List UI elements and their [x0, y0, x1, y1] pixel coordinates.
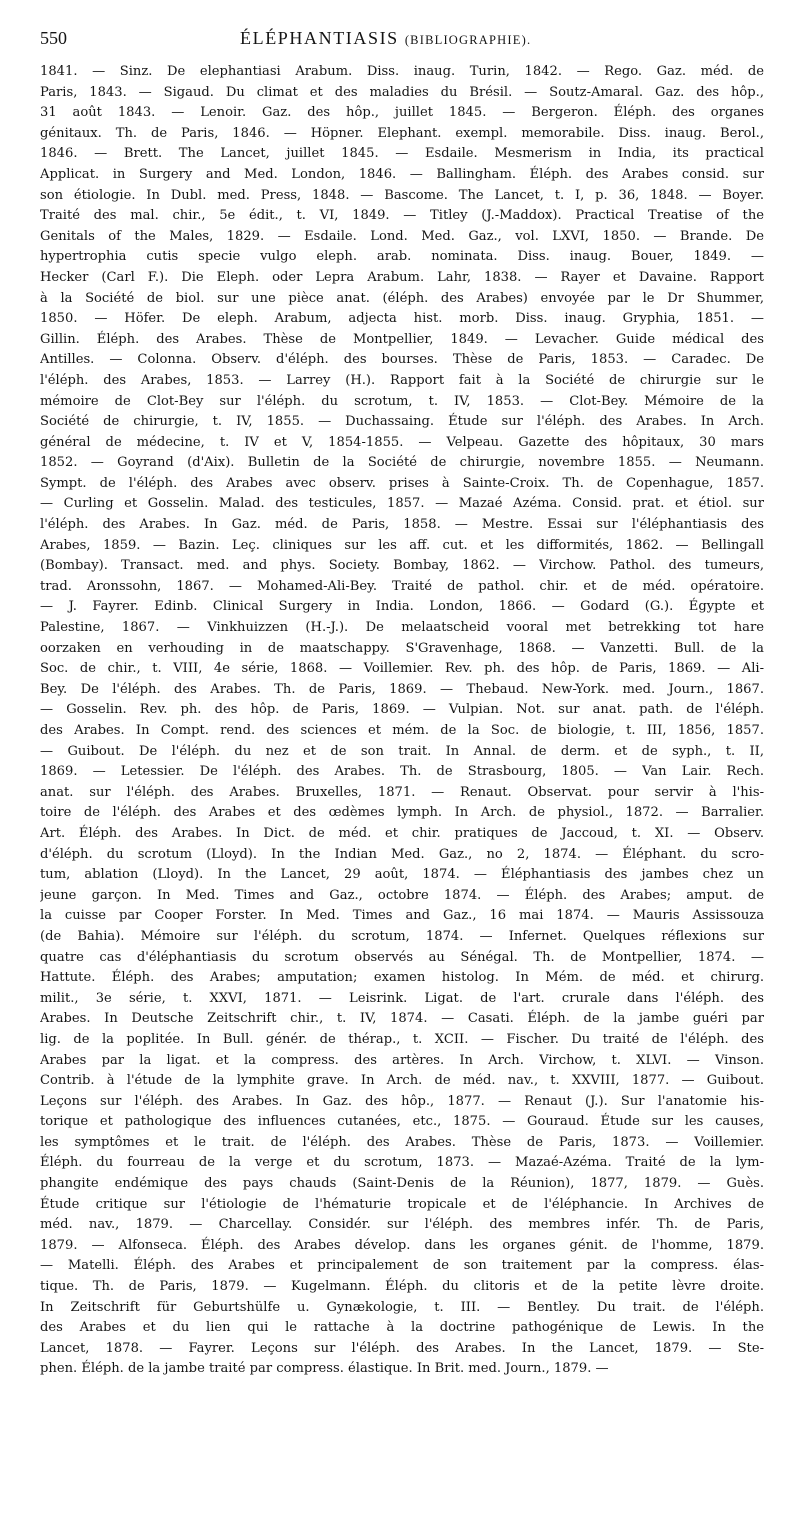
text-line: l'éléph. des Arabes, 1853. — Larrey (H.). Rapport fait à la Société de chirurgie sur le: [40, 372, 764, 388]
text-line: 1879. — Alfonseca. Éléph. des Arabes dévelop. dans les organes génit. de l'homme, 1879.: [40, 1237, 764, 1253]
running-title: ÉLÉPHANTIASIS: [240, 28, 399, 48]
text-line: torique et pathologique des influences cutanées, etc., 1875. — Gouraud. Étude sur les causes,: [40, 1114, 764, 1130]
text-line: tum, ablation (Lloyd). In the Lancet, 29 août, 1874. — Éléphantiasis des jambes chez un: [40, 867, 764, 883]
text-line: Hecker (Carl F.). Die Eleph. oder Lepra Arabum. Lahr, 1838. — Rayer et Davaine. Rapport: [40, 269, 764, 285]
text-line: (de Bahia). Mémoire sur l'éléph. du scrotum, 1874. — Infernet. Quelques réflexions sur: [40, 928, 764, 944]
text-line: — J. Fayrer. Edinb. Clinical Surgery in India. London, 1866. — Godard (G.). Égypte et: [40, 599, 764, 615]
running-subtitle: (BIBLIOGRAPHIE).: [404, 33, 532, 47]
text-line: Antilles. — Colonna. Observ. d'éléph. des bourses. Thèse de Paris, 1853. — Caradec. De: [40, 352, 764, 368]
text-line: — Matelli. Éléph. des Arabes et principalement de son traitement par la compress. élas-: [40, 1258, 764, 1274]
text-line: Paris, 1843. — Sigaud. Du climat et des maladies du Brésil. — Soutz-Amaral. Gaz. des hôp.,: [40, 84, 764, 100]
text-line: 1850. — Höfer. De eleph. Arabum, adjecta hist. morb. Diss. inaug. Gryphia, 1851. —: [40, 311, 764, 327]
text-line: — Gosselin. Rev. ph. des hôp. de Paris, 1869. — Vulpian. Not. sur anat. path. de l'éléph.: [40, 702, 764, 718]
text-line: Contrib. à l'étude de la lymphite grave. In Arch. de méd. nav., t. XXVIII, 1877. — Guibout.: [40, 1073, 764, 1089]
bibliography-text: [40, 62, 764, 1380]
text-line: phangite endémique des pays chauds (Saint-Denis de la Réunion), 1877, 1879. — Guès.: [40, 1176, 764, 1192]
text-line: mémoire de Clot-Bey sur l'éléph. du scrotum, t. IV, 1853. — Clot-Bey. Mémoire de la: [40, 393, 764, 409]
text-line: oorzaken en verhouding in de maatschappy. S'Gravenhage, 1868. — Vanzetti. Bull. de la: [40, 640, 764, 656]
text-line: général de médecine, t. IV et V, 1854-1855. — Velpeau. Gazette des hôpitaux, 30 mars: [40, 434, 764, 450]
text-line: 1852. — Goyrand (d'Aix). Bulletin de la Société de chirurgie, novembre 1855. — Neumann.: [40, 455, 764, 471]
text-line: la cuisse par Cooper Forster. In Med. Times and Gaz., 16 mai 1874. — Mauris Assissouza: [40, 908, 764, 924]
text-line: In Zeitschrift für Geburtshülfe u. Gynækologie, t. III. — Bentley. Du trait. de l'éléph.: [40, 1299, 764, 1315]
text-line: 1841. — Sinz. De elephantiasi Arabum. Diss. inaug. Turin, 1842. — Rego. Gaz. méd. de: [40, 64, 764, 79]
text-line: (Bombay). Transact. med. and phys. Society. Bombay, 1862. — Virchow. Pathol. des tumeurs,: [40, 558, 764, 574]
text-line: tique. Th. de Paris, 1879. — Kugelmann. Éléph. du clitoris et de la petite lèvre droite.: [40, 1279, 764, 1295]
text-line: Gillin. Éléph. des Arabes. Thèse de Montpellier, 1849. — Levacher. Guide médical des: [40, 331, 764, 347]
text-line: les symptômes et le trait. de l'éléph. des Arabes. Thèse de Paris, 1873. — Voillemier.: [40, 1134, 764, 1150]
text-line: toire de l'éléph. des Arabes et des œdèmes lymph. In Arch. de physiol., 1872. — Barralier.: [40, 805, 764, 821]
text-line: des Arabes. In Compt. rend. des sciences et mém. de la Soc. de biologie, t. III, 1856, 1857.: [40, 723, 764, 738]
text-line: Art. Éléph. des Arabes. In Dict. de méd. et chir. pratiques de Jaccoud, t. XI. — Observ.: [40, 825, 764, 841]
text-line: — Guibout. De l'éléph. du nez et de son trait. In Annal. de derm. et de syph., t. II,: [40, 743, 764, 759]
text-line: Sympt. de l'éléph. des Arabes avec observ. prises à Sainte-Croix. Th. de Copenhague, 1857.: [40, 475, 764, 491]
text-line: Société de chirurgie, t. IV, 1855. — Duchassaing. Étude sur l'éléph. des Arabes. In Arch.: [40, 414, 764, 430]
text-line: lig. de la poplitée. In Bull. génér. de thérap., t. XCII. — Fischer. Du traité de l'éléph. des: [40, 1031, 764, 1047]
text-line: méd. nav., 1879. — Charcellay. Considér. sur l'éléph. des membres infér. Th. de Paris,: [40, 1217, 764, 1233]
text-line: Lancet, 1878. — Fayrer. Leçons sur l'éléph. des Arabes. In the Lancet, 1879. — Ste-: [40, 1340, 764, 1356]
text-line: Genitals of the Males, 1829. — Esdaile. Lond. Med. Gaz., vol. LXVI, 1850. — Brande. De: [40, 228, 764, 244]
text-line: l'éléph. des Arabes. In Gaz. méd. de Paris, 1858. — Mestre. Essai sur l'éléphantiasis des: [40, 517, 764, 533]
text-line: 1846. — Brett. The Lancet, juillet 1845. — Esdaile. Mesmerism in India, its practical: [40, 146, 764, 162]
text-line: hypertrophia cutis specie vulgo eleph. arab. nominata. Diss. inaug. Bouer, 1849. —: [40, 249, 764, 265]
text-line: — Curling et Gosselin. Malad. des testicules, 1857. — Mazaé Azéma. Consid. prat. et étiol. sur: [40, 496, 764, 512]
text-line: d'éléph. du scrotum (Lloyd). In the Indian Med. Gaz., no 2, 1874. — Éléphant. du scro-: [40, 846, 764, 862]
text-line: des Arabes et du lien qui le rattache à la doctrine pathogénique de Lewis. In the: [40, 1320, 764, 1336]
text-line: anat. sur l'éléph. des Arabes. Bruxelles, 1871. — Renaut. Observat. pour servir à l'his-: [40, 784, 764, 800]
text-line: à la Société de biol. sur une pièce anat. (éléph. des Arabes) envoyée par le Dr Shummer,: [40, 290, 764, 306]
text-line: milit., 3e série, t. XXVI, 1871. — Leisrink. Ligat. de l'art. crurale dans l'éléph. des: [40, 990, 764, 1006]
text-line: Étude critique sur l'étiologie de l'hématurie tropicale et de l'éléphancie. In Archives de: [40, 1196, 764, 1212]
text-line: Arabes, 1859. — Bazin. Leç. cliniques sur les aff. cut. et les difformités, 1862. — Bellingall: [40, 537, 764, 553]
text-line: jeune garçon. In Med. Times and Gaz., octobre 1874. — Éléph. des Arabes; amput. de: [40, 887, 764, 903]
text-line: Applicat. in Surgery and Med. London, 1846. — Ballingham. Éléph. des Arabes consid. sur: [40, 166, 764, 182]
text-line: Hattute. Éléph. des Arabes; amputation; examen histolog. In Mém. de méd. et chirurg.: [40, 970, 764, 986]
text-line: Bey. De l'éléph. des Arabes. Th. de Paris, 1869. — Thebaud. New-York. med. Journ., 1867.: [40, 681, 764, 697]
text-line: Arabes. In Deutsche Zeitschrift chir., t. IV, 1874. — Casati. Éléph. de la jambe guéri par: [40, 1011, 764, 1027]
text-line: Palestine, 1867. — Vinkhuizzen (H.-J.). De melaatscheid vooral met betrekking tot hare: [40, 620, 764, 636]
text-line: génitaux. Th. de Paris, 1846. — Höpner. Elephant. exempl. memorabile. Diss. inaug. Berol.,: [40, 125, 764, 141]
text-line: Traité des mal. chir., 5e édit., t. VI, 1849. — Titley (J.-Maddox). Practical Treatise of the: [40, 208, 764, 224]
text-line: Leçons sur l'éléph. des Arabes. In Gaz. des hôp., 1877. — Renaut (J.). Sur l'anatomie his-: [40, 1093, 764, 1109]
page-number: 550: [40, 28, 67, 48]
text-line: 31 août 1843. — Lenoir. Gaz. des hôp., juillet 1845. — Bergeron. Éléph. des organes: [40, 105, 764, 121]
text-line: son étiologie. In Dubl. med. Press, 1848. — Bascome. The Lancet, t. I, p. 36, 1848. — Boyer.: [40, 187, 764, 203]
running-header: [40, 28, 764, 62]
text-line: Arabes par la ligat. et la compress. des artères. In Arch. Virchow, t. XLVI. — Vinson.: [40, 1052, 764, 1068]
text-line: trad. Aronssohn, 1867. — Mohamed-Ali-Bey. Traité de pathol. chir. et de méd. opératoire.: [40, 578, 764, 594]
text-line: Soc. de chir., t. VIII, 4e série, 1868. — Voillemier. Rev. ph. des hôp. de Paris, 1869. — Ali-: [40, 661, 764, 677]
text-line: Éléph. du fourreau de la verge et du scrotum, 1873. — Mazaé-Azéma. Traité de la lym-: [40, 1155, 764, 1171]
text-line: 1869. — Letessier. De l'éléph. des Arabes. Th. de Strasbourg, 1805. — Van Lair. Rech.: [40, 764, 764, 780]
text-line: phen. Éléph. de la jambe traité par compress. élastique. In Brit. med. Journ., 1879. —: [40, 1361, 609, 1377]
text-line: quatre cas d'éléphantiasis du scrotum observés au Sénégal. Th. de Montpellier, 1874. —: [40, 949, 764, 965]
